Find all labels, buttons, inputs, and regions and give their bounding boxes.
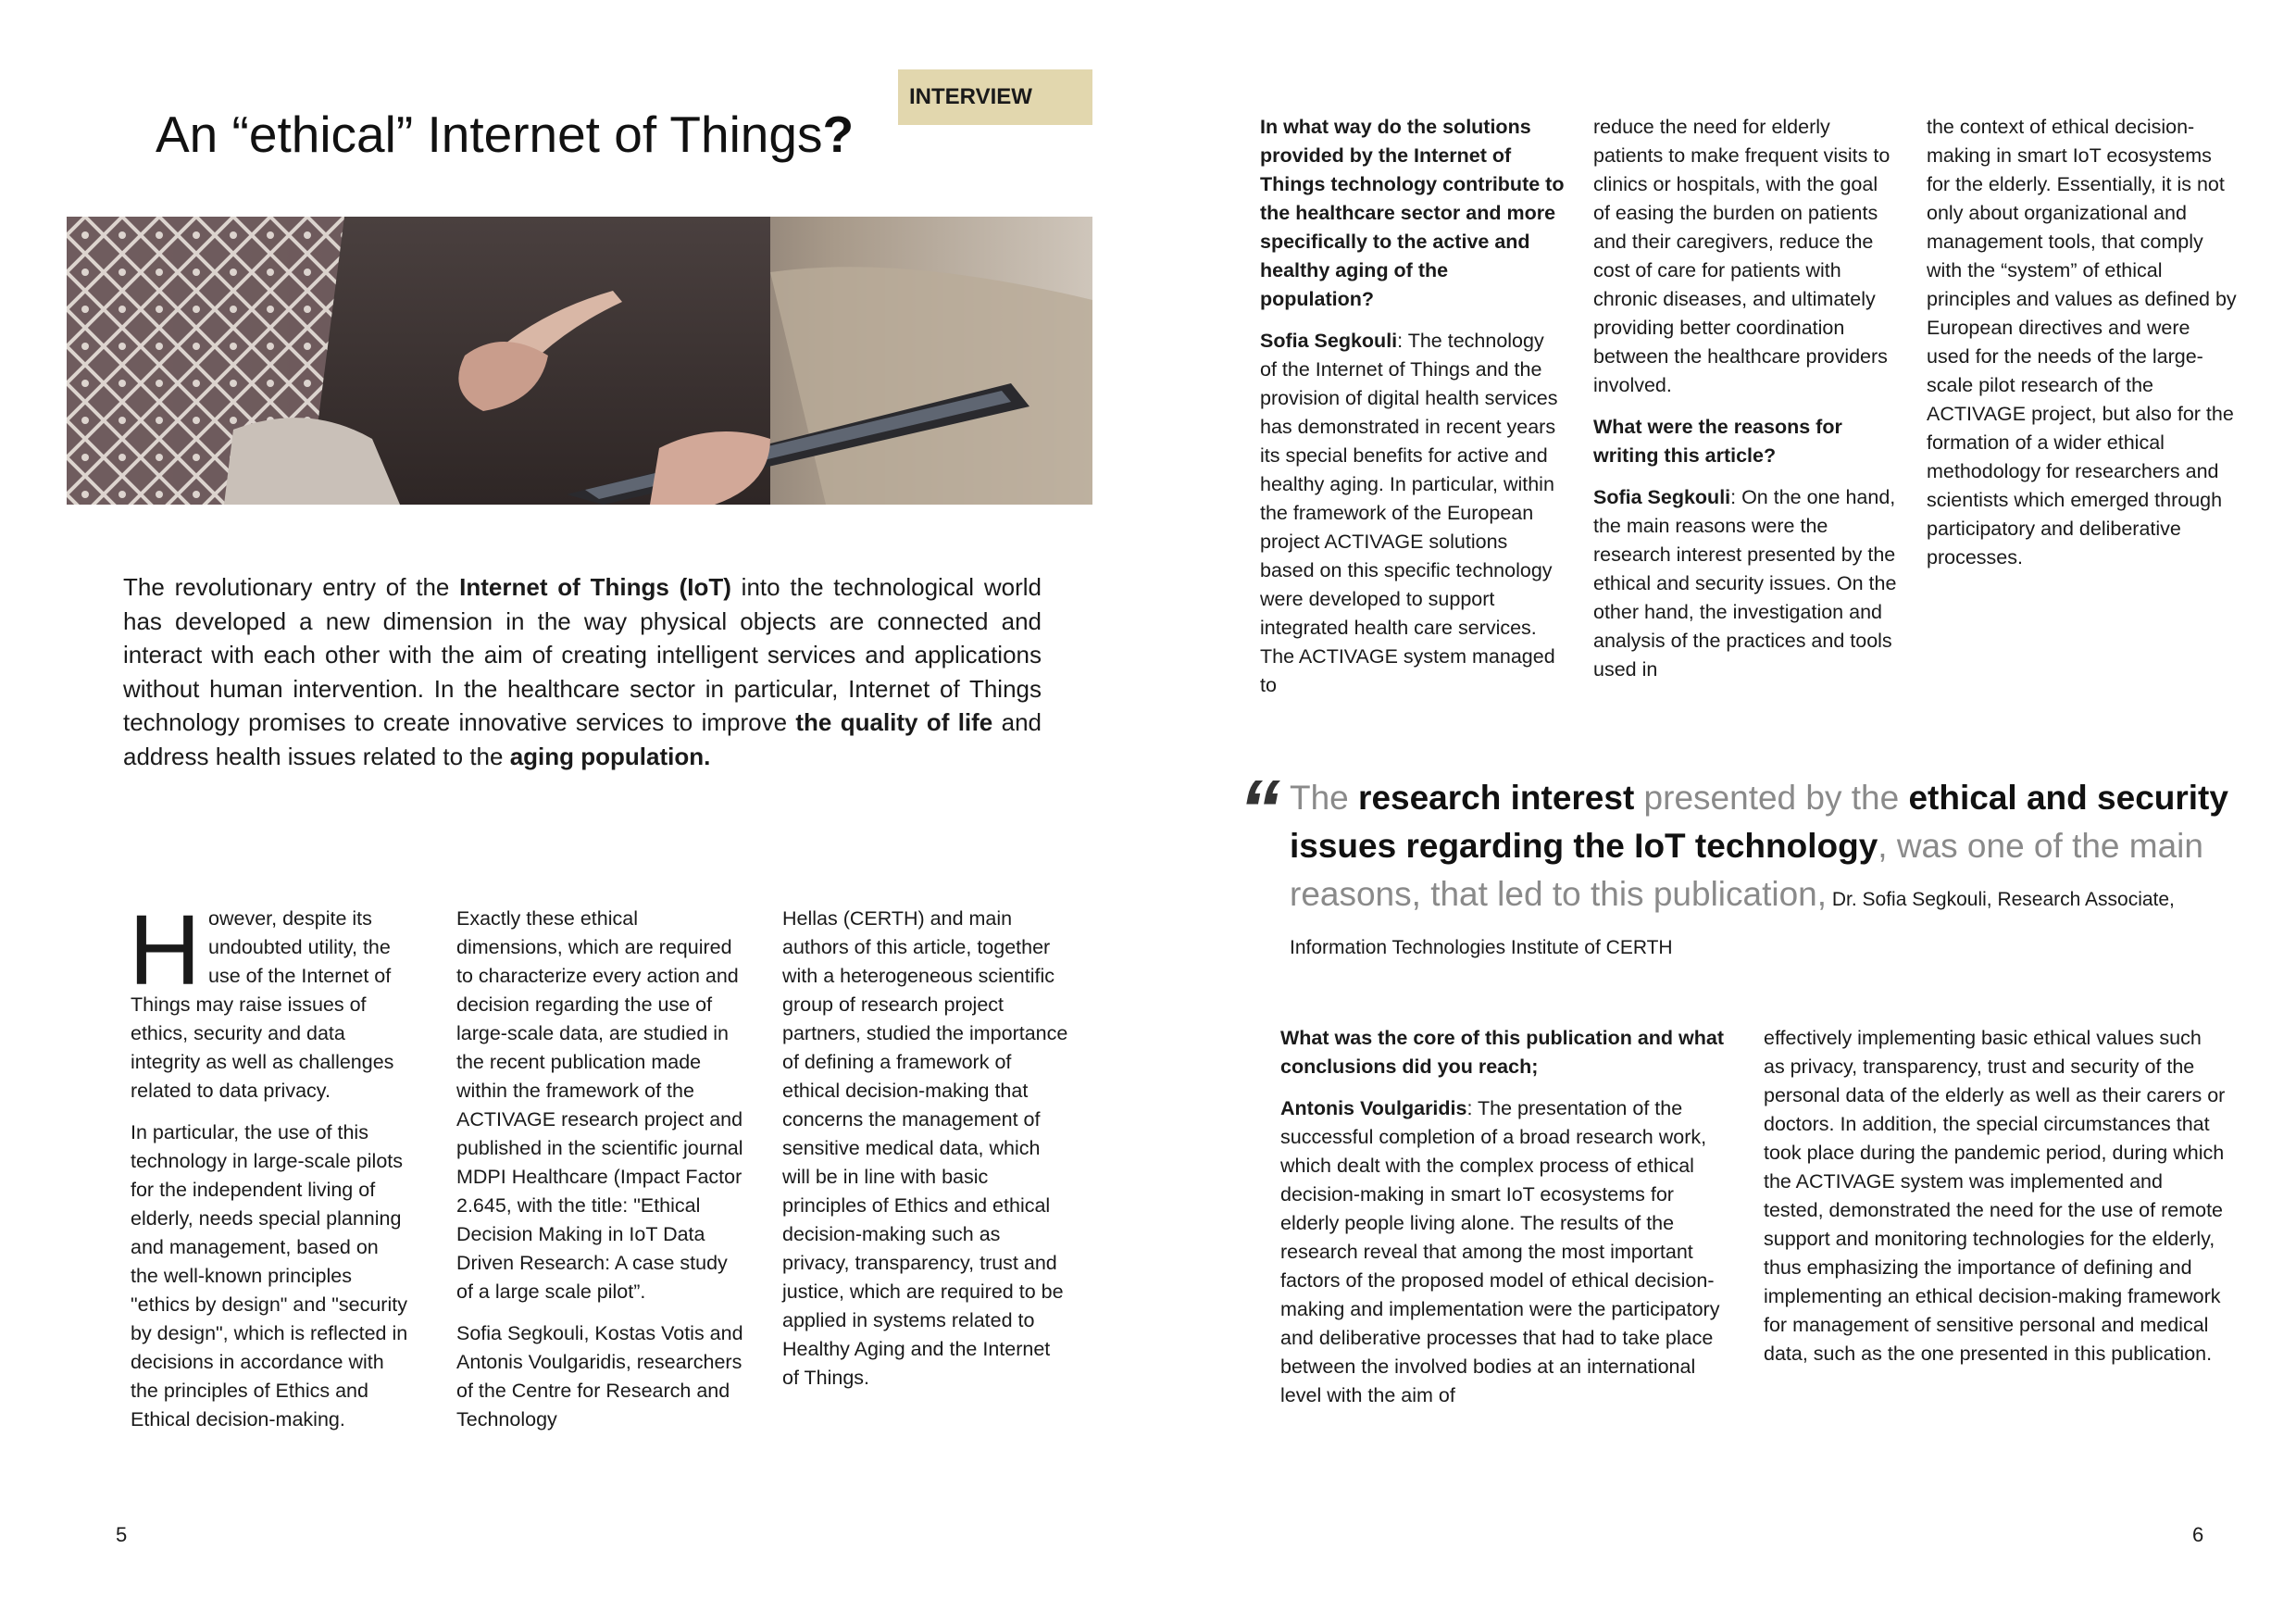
quote-text-3: , was one of the main reasons, that led to this publication, — [1290, 827, 2203, 913]
paragraph-text: owever, despite its undoubted utility, the use of the Internet of Things may raise issues of ethics, security and data integrity as well as challenges related to data privacy. — [131, 907, 394, 1102]
quote-bold-1: research interest — [1358, 779, 1635, 817]
speaker-name: Sofia Segkouli — [1260, 330, 1398, 352]
interview-question: In what way do the solutions provided by the Internet of Things technology contribute to the healthcare sector and more specifically to the active and healthy aging of the population? — [1260, 116, 1565, 310]
paragraph: effectively implementing basic ethical values such as privacy, transparency, trust and security of the personal data of the elderly as well as their carers or doctors. In addition, the special circumstances that took place during the pandemic period, during which the ACTIVAGE system was implemented and tested, demonstrated the need for the use of remote support and monitoring technologies for the elderly, thus emphasizing the importance of defining and implementing an ethical decision-making framework for management of sensitive personal and medical data, such as the one presented in this publication. — [1764, 1027, 2226, 1365]
lead-bold-2: the quality of life — [795, 708, 993, 736]
paragraph: Sofia Segkouli, Kostas Votis and Antonis Voulgaridis, researchers of the Centre for Research and Technology — [456, 1322, 743, 1430]
interview-question: What was the core of this publication and what conclusions did you reach; — [1280, 1027, 1725, 1078]
elderly-hands-tablet-image — [67, 217, 1092, 505]
answer-text: : The technology of the Internet of Things and the provision of digital health services has demonstrated in recent years its special benefits for active and healthy aging. In particular, within the framework of the European project ACTIVAGE solutions based on this specific technology were developed to support integrated health care services. The ACTIVAGE system managed to — [1260, 330, 1558, 696]
paragraph: reduce the need for elderly patients to make frequent visits to clinics or hospitals, with the goal of easing the burden on patients and their caregivers, reduce the cost of care for patients with chronic diseases, and ultimately providing better coordination between the healthcare providers involved. — [1593, 116, 1890, 396]
article-photo — [67, 217, 1092, 505]
lead-text-2: into the technological world has developed a new dimension in the way physical objects are connected and interact with each other with the aim of creating intelligent services and applications without human intervention. In the healthcare sector in particular, Internet of Things technology promises to create innovative services to improve — [123, 573, 1042, 736]
interview-question: What were the reasons for writing this article? — [1593, 416, 1842, 467]
right-column-1 — [1260, 113, 1566, 713]
quote-text-1: The — [1290, 779, 1359, 817]
interview-answer — [1280, 1094, 1734, 1410]
paragraph — [129, 893, 408, 1106]
right-column-5 — [1764, 1024, 2227, 1381]
title-text: An “ethical” Internet of Things — [156, 106, 823, 163]
right-column-3 — [1927, 113, 2237, 585]
quote-mark-icon: “ — [1239, 764, 1280, 856]
lead-paragraph — [123, 570, 1042, 773]
interview-answer — [1260, 327, 1566, 700]
paragraph: the context of ethical decision-making in smart IoT ecosystems for the elderly. Essentially, it is not only about organizational and management tools, that comply with the “system” of ethical principles and values as defined by European directives and were used for the needs of the large-scale pilot research of the ACTIVAGE project, but also for the formation of a wider ethical methodology for researchers and scientists which emerged through participatory and deliberative processes. — [1927, 116, 2237, 568]
speaker-name: Antonis Voulgaridis — [1280, 1097, 1467, 1119]
paragraph: In particular, the use of this technology in large-scale pilots for the independent living of elderly, needs special planning and management, based on the well-known principles "ethics by design" and "security by design", which is reflected in decisions in accordance with the principles of Ethics and Ethical decision-making. — [131, 1121, 408, 1430]
left-column-2 — [456, 905, 743, 1447]
quote-text-2: presented by the — [1634, 779, 1909, 817]
section-tag: INTERVIEW — [898, 69, 1092, 125]
right-column-4 — [1280, 1024, 1734, 1423]
title-question-mark: ? — [822, 106, 855, 163]
quote-bold-2: ethical and security issues regarding the IoT technology — [1290, 779, 2228, 865]
page-number-left: 5 — [116, 1523, 128, 1546]
left-column-1 — [129, 893, 408, 1447]
interview-answer — [1593, 483, 1899, 684]
page-title — [156, 102, 854, 167]
right-column-2 — [1593, 113, 1899, 697]
page-number-right: 6 — [2192, 1523, 2204, 1546]
pull-quote — [1290, 774, 2252, 967]
lead-bold-1: Internet of Things (IoT) — [459, 573, 731, 601]
quote-attribution: Dr. Sofia Segkouli, Research Associate, Information Technologies Institute of CERTH — [1290, 889, 2175, 958]
speaker-name: Sofia Segkouli — [1593, 486, 1731, 508]
lead-text-3: and address health issues related to the — [123, 708, 1042, 770]
answer-text: : On the one hand, the main reasons were the research interest presented by the ethical and security issues. On the other hand, the investigation and analysis of the practices and tools used in — [1593, 486, 1897, 681]
drop-cap: H — [129, 893, 201, 1006]
paragraph: Hellas (CERTH) and main authors of this article, together with a heterogeneous scientific group of research project partners, studied the importance of defining a framework of ethical decision-making that concerns the management of sensitive medical data, which will be in line with basic principles of Ethics and ethical decision-making such as privacy, transparency, trust and justice, which are required to be applied in systems related to Healthy Aging and the Internet of Things. — [782, 907, 1068, 1389]
lead-text-1: The revolutionary entry of the — [123, 573, 460, 601]
answer-text: : The presentation of the successful completion of a broad research work, which dealt with the complex process of ethical decision-making in smart IoT ecosystems for elderly people living alone. The results of the research reveal that among the most important factors of the proposed model of ethical decision-making and implementation were the participatory and deliberative processes that had to take place between the involved bodies at an international level with the aim of — [1280, 1097, 1720, 1406]
lead-bold-3: aging population. — [509, 742, 711, 770]
paragraph: Exactly these ethical dimensions, which are required to characterize every action and decision regarding the use of large-scale data, are studied in the recent publication made within the framework of the ACTIVAGE research project and published in the scientific journal MDPI Healthcare (Impact Factor 2.645, with the title: "Ethical Decision Making in IoT Data Driven Research: A case study of a large scale pilot”. — [456, 907, 743, 1303]
left-column-3 — [782, 905, 1069, 1405]
